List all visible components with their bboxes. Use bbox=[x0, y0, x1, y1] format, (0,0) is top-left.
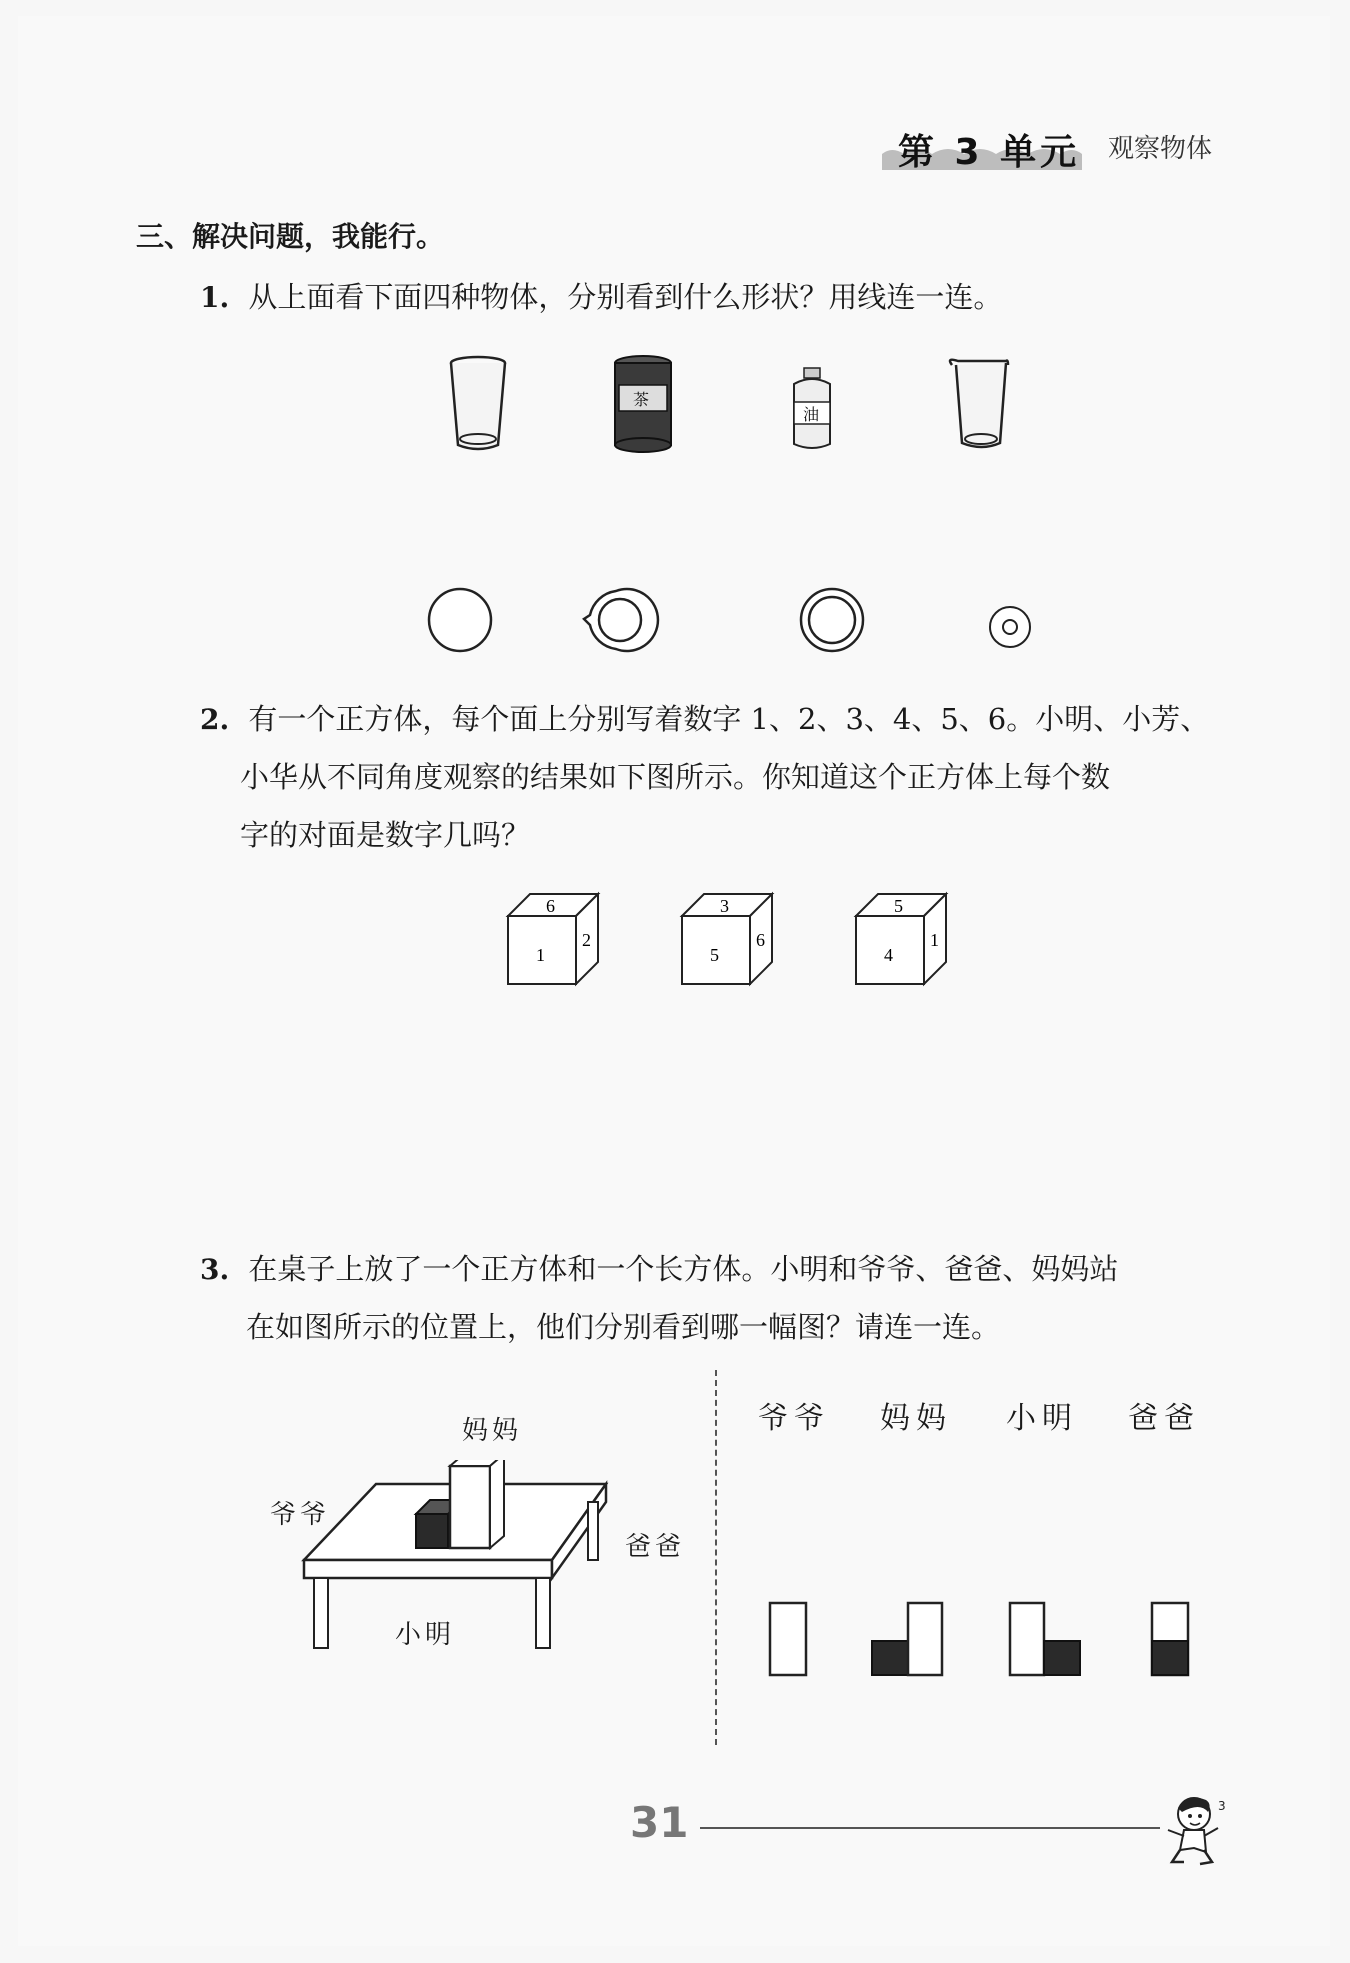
option-label-1: 爷爷 bbox=[758, 1401, 830, 1436]
tea-can-icon bbox=[615, 356, 671, 452]
view-option-4 bbox=[1152, 1603, 1188, 1675]
question-1 bbox=[200, 268, 1002, 326]
oil-bottle-label: 油 bbox=[803, 405, 820, 424]
double-circle-icon bbox=[801, 589, 863, 651]
cartoon-kid-icon bbox=[1160, 1790, 1230, 1870]
cube-1-side: 2 bbox=[582, 930, 591, 950]
cube-1-top: 6 bbox=[546, 896, 555, 916]
label-mama: 妈妈 bbox=[462, 1416, 523, 1446]
question-2-number: 2. bbox=[200, 703, 230, 736]
section-heading: 三、解决问题，我能行。 bbox=[136, 220, 445, 253]
option-label-3: 小明 bbox=[1006, 1401, 1078, 1436]
small-double-circle-icon bbox=[990, 607, 1030, 647]
q2-cubes bbox=[500, 890, 960, 1000]
footer-rule bbox=[700, 1827, 1160, 1829]
question-1-number: 1. bbox=[200, 281, 230, 314]
question-3-number: 3. bbox=[200, 1253, 230, 1286]
unit-title: 第 3 单元 bbox=[898, 132, 1081, 173]
page-number: 31 bbox=[630, 1798, 689, 1847]
option-label-4: 爸爸 bbox=[1128, 1401, 1200, 1436]
table-scene bbox=[300, 1460, 620, 1660]
view-option-1 bbox=[770, 1603, 806, 1675]
cube-2 bbox=[682, 894, 772, 984]
cube-3 bbox=[856, 894, 946, 984]
question-2-line-1: 有一个正方体，每个面上分别写着数字 1、2、3、4、5、6。小明、小芳、 bbox=[248, 702, 1210, 736]
cube-3-side: 1 bbox=[930, 930, 939, 950]
label-yeye: 爷爷 bbox=[270, 1500, 331, 1530]
cube-1 bbox=[508, 894, 598, 984]
cube-3-front: 4 bbox=[884, 945, 893, 965]
option-label-2: 妈妈 bbox=[880, 1401, 952, 1436]
glass-cup-icon bbox=[451, 357, 505, 449]
question-2-line-3: 字的对面是数字几吗？ bbox=[240, 818, 531, 852]
label-xiaoming: 小明 bbox=[395, 1620, 456, 1650]
question-2 bbox=[200, 690, 1209, 864]
view-option-2 bbox=[872, 1603, 942, 1675]
question-1-text: 从上面看下面四种物体，分别看到什么形状？用线连一连。 bbox=[248, 280, 1003, 314]
unit-banner bbox=[878, 120, 1086, 172]
cube-3-top: 5 bbox=[894, 896, 903, 916]
dashed-divider bbox=[715, 1370, 717, 1745]
oil-bottle-icon bbox=[794, 368, 830, 448]
spout-double-circle-icon bbox=[584, 589, 658, 651]
question-3-line-2: 在如图所示的位置上，他们分别看到哪一幅图？请连一连。 bbox=[246, 1310, 1001, 1344]
question-2-line-2: 小华从不同角度观察的结果如下图所示。你知道这个正方体上每个数 bbox=[240, 760, 1111, 794]
question-3 bbox=[200, 1240, 1118, 1356]
tea-can-label: 茶 bbox=[633, 390, 650, 409]
unit-subtitle: 观察物体 bbox=[1108, 134, 1213, 164]
view-option-3 bbox=[1010, 1603, 1080, 1675]
view-options bbox=[760, 1595, 1220, 1685]
measuring-cup-icon bbox=[950, 360, 1008, 447]
circle-icon bbox=[429, 589, 491, 651]
question-3-line-1: 在桌子上放了一个正方体和一个长方体。小明和爷爷、爸爸、妈妈站 bbox=[248, 1252, 1119, 1286]
svg-text:3: 3 bbox=[1218, 1799, 1226, 1813]
q1-shapes bbox=[420, 585, 1040, 660]
cube-2-front: 5 bbox=[710, 945, 719, 965]
cube-2-top: 3 bbox=[720, 896, 729, 916]
cube-2-side: 6 bbox=[756, 930, 765, 950]
label-baba: 爸爸 bbox=[625, 1532, 686, 1562]
q1-objects bbox=[440, 350, 1020, 460]
cube-1-front: 1 bbox=[536, 945, 545, 965]
